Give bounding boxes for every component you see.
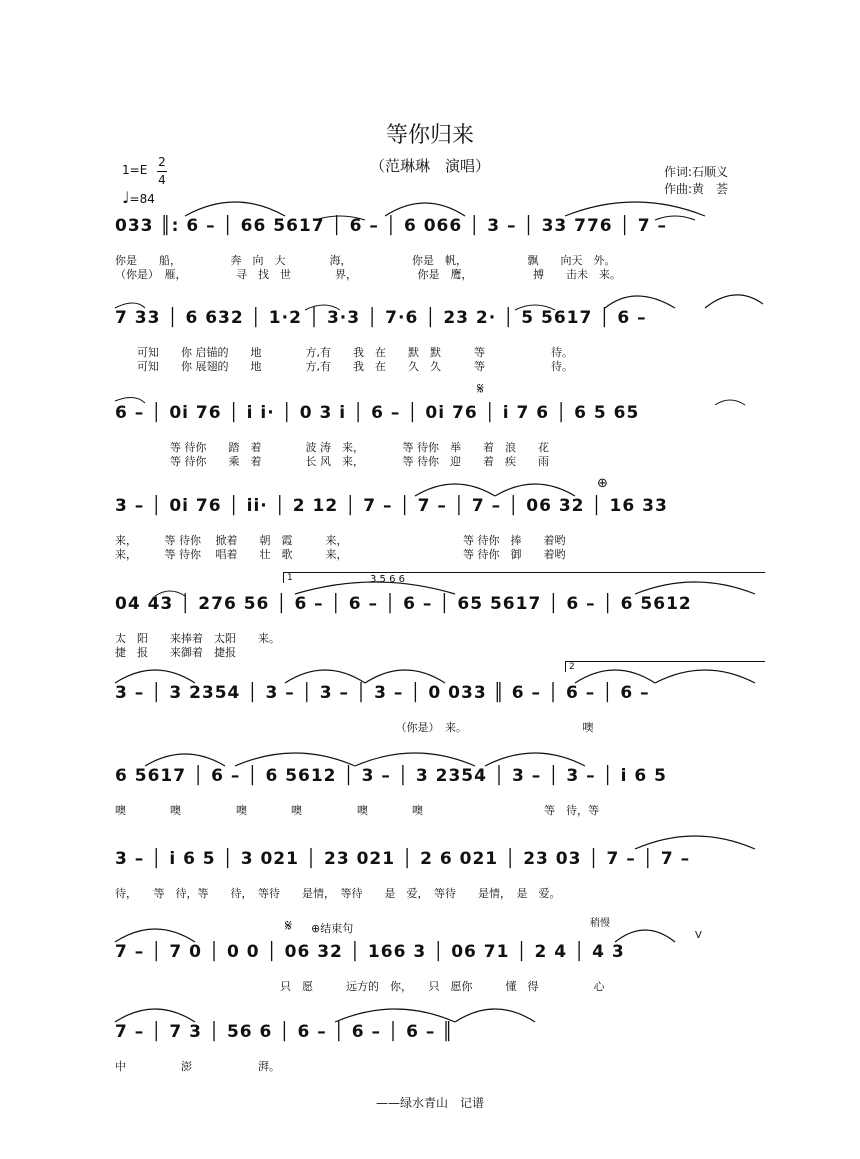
tempo-marking: ♩=84 xyxy=(122,188,155,207)
breath-mark: V xyxy=(695,930,702,941)
lyrics-verse-1: 待， 等 待，等 待， 等待 是情， 等待 是 爱， 等待 是情， 是 爱。 xyxy=(115,887,561,900)
lyricist-credit: 作词:石顺义 xyxy=(664,165,729,179)
coda-mark: ⊕ xyxy=(597,476,608,491)
coda-text: ⊕结束句 xyxy=(311,922,354,935)
lyrics-verse-1: 可知 你 启锚的 地 方,有 我 在 默 默 等 待。 xyxy=(115,346,573,359)
lyrics-verse-2: （你是） 雁， 寻 找 世 界， 你是 鹰， 搏 击未 来。 xyxy=(115,268,621,281)
lyrics-verse-1: 太 阳 来捧着 太阳 来。 xyxy=(115,632,280,645)
lyrics-verse-2: 来， 等 待你 唱着 壮 歌 来， 等 待你 御 着哟 xyxy=(115,548,566,561)
lyrics-verse-1: （你是） 来。 噢 xyxy=(115,721,594,734)
lyrics-verse-2: 捷 报 来御着 捷报 xyxy=(115,646,236,659)
quarter-note-icon: ♩ xyxy=(122,188,130,207)
notation-line: 033 ║: 6 – │ 66 5617 │ 6 – │ 6 066 │ 3 – │ 33 776 │ 7 – xyxy=(115,216,667,236)
lyrics-verse-1: 中 澎 湃。 xyxy=(115,1060,280,1073)
notation-line: 7 – │ 7 0 │ 0 0 │ 06 32 │ 166 3 │ 06 71 │ 2 4 │ 4 3 xyxy=(115,942,625,962)
page-title: 等你归来 xyxy=(385,123,474,148)
segno-mark: 𝄋 xyxy=(285,916,292,935)
volta-1-bracket: 1 xyxy=(283,572,765,583)
notation-line: 6 5617 │ 6 – │ 6 5612 │ 3 – │ 3 2354 │ 3 – │ 3 – │ i 6 5 xyxy=(115,766,667,786)
grace-notes: 3.5 6 6 xyxy=(370,574,405,585)
notation-line: 04 43 │ 276 56 │ 6 – │ 6 – │ 6 – │ 65 5617 │ 6 – │ 6 5612 xyxy=(115,594,692,614)
lyrics-verse-2: 等 待你 乘 着 长 风 来， 等 待你 迎 着 疾 雨 xyxy=(115,455,549,468)
composer-credit: 作曲:黄 荟 xyxy=(664,182,729,196)
page-subtitle: （范琳琳 演唱） xyxy=(369,157,490,175)
meter-top: 2 xyxy=(158,155,166,169)
lyrics-verse-1: 等 待你 踏 着 波 涛 来， 等 待你 举 着 浪 花 xyxy=(115,441,549,454)
notation-line: 3 – │ 0i 76 │ ii· │ 2 12 │ 7 – │ 7 – │ 7 – │ 06 32 │ 16 33 xyxy=(115,496,668,516)
notation-line: 7 33 │ 6 632 │ 1·2 │ 3·3 │ 7·6 │ 23 2· │ 5 5617 │ 6 – xyxy=(115,308,647,328)
tempo-slower: 稍慢 xyxy=(590,918,610,929)
lyrics-verse-1: 只 愿 远方的 你， 只 愿你 懂 得 心 xyxy=(115,980,605,993)
notation-line: 6 – │ 0i 76 │ i i· │ 0 3 i │ 6 – │ 0i 76 │ i 7 6 │ 6 5 65 xyxy=(115,403,640,423)
notation-line: 3 – │ i 6 5 │ 3 021 │ 23 021 │ 2 6 021 │ 23 03 │ 7 – │ 7 – xyxy=(115,849,691,869)
lyrics-verse-2: 可知 你 展翅的 地 方,有 我 在 久 久 等 待。 xyxy=(115,360,573,373)
volta-2-bracket: 2 xyxy=(565,661,765,672)
lyrics-verse-1: 来， 等 待你 掀着 朝 霞 来， 等 待你 捧 着哟 xyxy=(115,534,566,547)
lyrics-verse-1: 你是 船， 奔 向 大 海， 你是 帆， 飘 向天 外。 xyxy=(115,254,616,267)
lyrics-verse-1: 噢 噢 噢 噢 噢 噢 等 待，等 xyxy=(115,804,599,817)
meter-bottom: 4 xyxy=(158,173,166,187)
segno-mark: 𝄋 xyxy=(477,379,484,398)
time-signature xyxy=(157,155,167,188)
notation-line: 3 – │ 3 2354 │ 3 – │ 3 – │ 3 – │ 0 033 ║ 6 – │ 6 – │ 6 – xyxy=(115,683,650,703)
notation-line: 7 – │ 7 3 │ 56 6 │ 6 – │ 6 – │ 6 – ║ xyxy=(115,1022,454,1042)
transcriber-credit: ——绿水青山 记谱 xyxy=(375,1096,484,1110)
key-signature: 1=E xyxy=(122,163,148,177)
